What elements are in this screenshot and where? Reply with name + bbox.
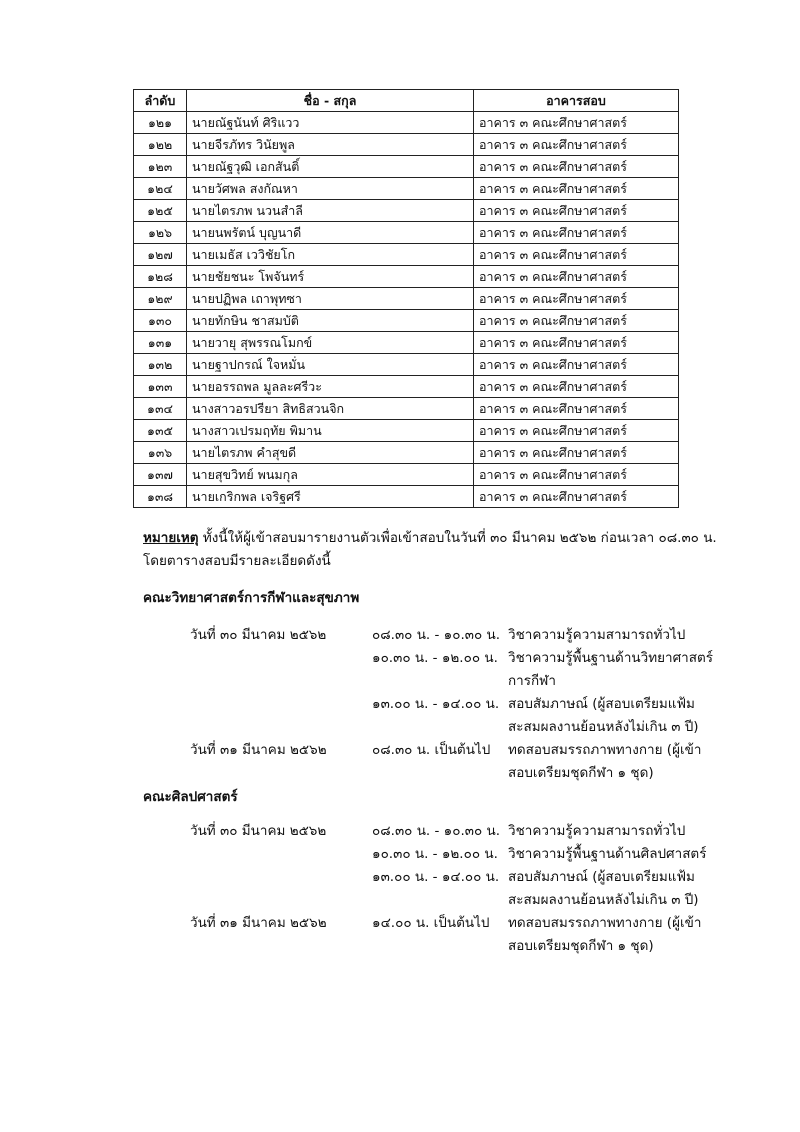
order-cell: ๑๓๗	[134, 464, 187, 486]
schedule-subject: ทดสอบสมรรถภาพทางกาย (ผู้เข้าสอบเตรียมชุดกีฬา ๑ ชุด)	[508, 915, 702, 954]
building-cell: อาคาร ๓ คณะศึกษาศาสตร์	[474, 200, 679, 222]
table-body	[134, 112, 679, 508]
table-header-row	[134, 90, 679, 112]
schedule-subject: สอบสัมภาษณ์ (ผู้สอบเตรียมแฟ้มสะสมผลงานย้อนหลังไม่เกิน ๓ ปี)	[508, 869, 699, 908]
table-row	[134, 486, 679, 508]
table-row	[134, 332, 679, 354]
building-cell: อาคาร ๓ คณะศึกษาศาสตร์	[474, 222, 679, 244]
order-cell: ๑๓๒	[134, 354, 187, 376]
schedule-time: ๑๐.๓๐ น. - ๑๒.๐๐ น.	[372, 846, 498, 862]
order-cell: ๑๓๘	[134, 486, 187, 508]
name-cell: นายอรรถพล มูลละศรีวะ	[187, 376, 474, 398]
remark-line-2: โดยตารางสอบมีรายละเอียดดังนี้	[143, 553, 331, 569]
order-cell: ๑๒๔	[134, 178, 187, 200]
schedule-date: วันที่ ๓๐ มีนาคม ๒๕๖๒	[190, 627, 327, 643]
table-row	[134, 310, 679, 332]
name-cell: นายฐาปกรณ์ ใจหมั่น	[187, 354, 474, 376]
order-cell: ๑๓๕	[134, 420, 187, 442]
building-cell: อาคาร ๓ คณะศึกษาศาสตร์	[474, 112, 679, 134]
order-cell: ๑๒๒	[134, 134, 187, 156]
name-cell: นายสุขวิทย์ พนมกุล	[187, 464, 474, 486]
table-row	[134, 420, 679, 442]
name-cell: นายนพรัตน์ บุญนาดี	[187, 222, 474, 244]
remark-text: ทั้งนี้ให้ผู้เข้าสอบมารายงานตัวเพื่อเข้าสอบในวันที่ ๓๐ มีนาคม ๒๕๖๒ ก่อนเวลา ๐๘.๓๐ น.	[198, 530, 717, 546]
building-cell: อาคาร ๓ คณะศึกษาศาสตร์	[474, 134, 679, 156]
table-row	[134, 200, 679, 222]
order-cell: ๑๒๖	[134, 222, 187, 244]
building-cell: อาคาร ๓ คณะศึกษาศาสตร์	[474, 178, 679, 200]
table-row	[134, 398, 679, 420]
name-cell: นายวัศพล สงกัณหา	[187, 178, 474, 200]
name-cell: นางสาวอรปรียา สิทธิสวนจิก	[187, 398, 474, 420]
building-cell: อาคาร ๓ คณะศึกษาศาสตร์	[474, 244, 679, 266]
name-cell: นายณัฐวุฒิ เอกสันติ์	[187, 156, 474, 178]
table-row	[134, 354, 679, 376]
schedule-subject: วิชาความรู้ความสามารถทั่วไป	[508, 823, 686, 839]
schedule-time: ๐๘.๓๐ น. - ๑๐.๓๐ น.	[372, 823, 501, 839]
building-cell: อาคาร ๓ คณะศึกษาศาสตร์	[474, 156, 679, 178]
building-cell: อาคาร ๓ คณะศึกษาศาสตร์	[474, 464, 679, 486]
schedule-subject: ทดสอบสมรรถภาพทางกาย (ผู้เข้าสอบเตรียมชุดกีฬา ๑ ชุด)	[508, 742, 702, 781]
order-cell: ๑๓๔	[134, 398, 187, 420]
name-cell: นายทักษิน ชาสมบัติ	[187, 310, 474, 332]
building-cell: อาคาร ๓ คณะศึกษาศาสตร์	[474, 354, 679, 376]
name-cell: นายจีรภัทร วินัยพูล	[187, 134, 474, 156]
schedule-time: ๑๓.๐๐ น. - ๑๔.๐๐ น.	[372, 869, 500, 885]
remark-line-1	[143, 527, 743, 550]
schedule-time: ๐๘.๓๐ น. - ๑๐.๓๐ น.	[372, 627, 501, 643]
schedule-time: ๑๐.๓๐ น. - ๑๒.๐๐ น.	[372, 650, 498, 666]
name-cell: นายไตรภพ นวนสำลี	[187, 200, 474, 222]
table-row	[134, 222, 679, 244]
remark-paragraph	[143, 527, 743, 573]
table-row	[134, 112, 679, 134]
schedule-time: ๑๓.๐๐ น. - ๑๔.๐๐ น.	[372, 696, 500, 712]
building-cell: อาคาร ๓ คณะศึกษาศาสตร์	[474, 420, 679, 442]
name-cell: นายชัยชนะ โพจันทร์	[187, 266, 474, 288]
building-cell: อาคาร ๓ คณะศึกษาศาสตร์	[474, 288, 679, 310]
table-row	[134, 376, 679, 398]
order-cell: ๑๒๙	[134, 288, 187, 310]
column-header-order: ลำดับ	[134, 90, 187, 112]
schedule-time: ๑๔.๐๐ น. เป็นต้นไป	[372, 915, 490, 931]
schedule-subject: วิชาความรู้พื้นฐานด้านวิทยาศาสตร์การกีฬา	[508, 650, 714, 689]
order-cell: ๑๒๗	[134, 244, 187, 266]
table-row	[134, 288, 679, 310]
schedule-subject: วิชาความรู้พื้นฐานด้านศิลปศาสตร์	[508, 846, 707, 862]
order-cell: ๑๓๐	[134, 310, 187, 332]
column-header-building: อาคารสอบ	[474, 90, 679, 112]
table-row	[134, 464, 679, 486]
building-cell: อาคาร ๓ คณะศึกษาศาสตร์	[474, 332, 679, 354]
table-row	[134, 134, 679, 156]
order-cell: ๑๒๑	[134, 112, 187, 134]
faculty-title-liberal-arts: คณะศิลปศาสตร์	[143, 789, 238, 805]
order-cell: ๑๓๖	[134, 442, 187, 464]
building-cell: อาคาร ๓ คณะศึกษาศาสตร์	[474, 486, 679, 508]
order-cell: ๑๒๓	[134, 156, 187, 178]
table-row	[134, 178, 679, 200]
name-cell: นายวายุ สุพรรณโมกข์	[187, 332, 474, 354]
table-row	[134, 244, 679, 266]
schedule-date: วันที่ ๓๑ มีนาคม ๒๕๖๒	[190, 742, 327, 758]
column-header-name: ชื่อ - สกุล	[187, 90, 474, 112]
table-row	[134, 266, 679, 288]
building-cell: อาคาร ๓ คณะศึกษาศาสตร์	[474, 398, 679, 420]
building-cell: อาคาร ๓ คณะศึกษาศาสตร์	[474, 376, 679, 398]
order-cell: ๑๓๓	[134, 376, 187, 398]
faculty-title-sports-science: คณะวิทยาศาสตร์การกีฬาและสุขภาพ	[143, 590, 360, 606]
table-row	[134, 442, 679, 464]
name-cell: นายไตรภพ คำสุขดี	[187, 442, 474, 464]
building-cell: อาคาร ๓ คณะศึกษาศาสตร์	[474, 310, 679, 332]
building-cell: อาคาร ๓ คณะศึกษาศาสตร์	[474, 266, 679, 288]
name-cell: นายปฏิพล เถาพุทซา	[187, 288, 474, 310]
schedule-time: ๐๘.๓๐ น. เป็นต้นไป	[372, 742, 491, 758]
name-cell: นายเมธัส เววิชัยโก	[187, 244, 474, 266]
name-cell: นายณัฐนันท์ ศิริแวว	[187, 112, 474, 134]
schedule-date: วันที่ ๓๐ มีนาคม ๒๕๖๒	[190, 823, 327, 839]
building-cell: อาคาร ๓ คณะศึกษาศาสตร์	[474, 442, 679, 464]
order-cell: ๑๒๕	[134, 200, 187, 222]
schedule-date: วันที่ ๓๑ มีนาคม ๒๕๖๒	[190, 915, 327, 931]
table-row	[134, 156, 679, 178]
remark-label: หมายเหตุ	[143, 530, 199, 546]
name-cell: นางสาวเปรมฤทัย พิมาน	[187, 420, 474, 442]
schedule-subject: สอบสัมภาษณ์ (ผู้สอบเตรียมแฟ้มสะสมผลงานย้อนหลังไม่เกิน ๓ ปี)	[508, 696, 699, 735]
schedule-subject: วิชาความรู้ความสามารถทั่วไป	[508, 627, 686, 643]
name-cell: นายเกริกพล เจริฐศรี	[187, 486, 474, 508]
order-cell: ๑๒๘	[134, 266, 187, 288]
exam-roster-table	[133, 89, 679, 508]
order-cell: ๑๓๑	[134, 332, 187, 354]
